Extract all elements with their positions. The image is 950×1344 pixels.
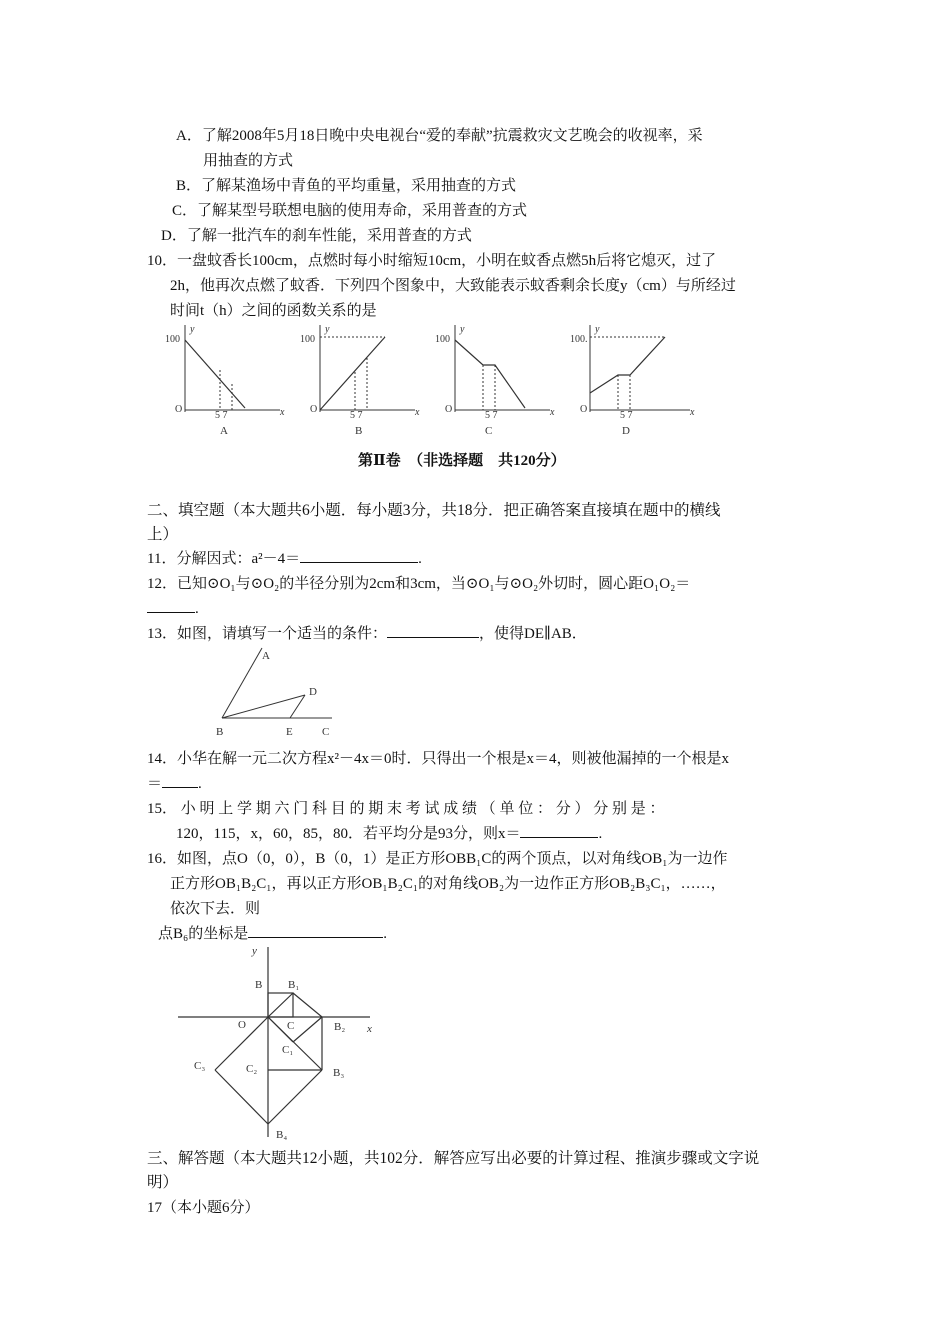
q10-graphs — [165, 320, 695, 440]
graph-c-xlabel: x — [550, 407, 555, 418]
q16-point-b2: B₂ — [334, 1021, 346, 1033]
graph-a-ticks: 5 7 — [215, 410, 228, 421]
graph-c — [435, 324, 555, 437]
graph-c-origin: O — [445, 404, 453, 415]
q13 — [147, 623, 587, 645]
graph-b-ticks: 5 7 — [350, 410, 363, 421]
q10-line1: 10．一盘蚊香长100cm，点燃时每小时缩短10cm，小明在蚊香点燃5h后将它熄灭，过了 — [147, 253, 717, 269]
q15-line2 — [176, 823, 602, 845]
q10-line3: 时间t（h）之间的函数关系的是 — [170, 303, 377, 319]
q17-heading: 17（本小题6分） — [147, 1200, 260, 1216]
q16-suffix4: . — [383, 926, 387, 942]
section2-heading-line1: 二、填空题（本大题共6小题．每小题3分，共18分．把正确答案直接填在题中的横线 — [147, 502, 721, 519]
q13-answer-blank[interactable] — [387, 623, 479, 638]
graph-b-ylabel: y — [325, 324, 330, 335]
q16-point-b4: B₄ — [276, 1129, 288, 1141]
graph-d-xlabel: x — [690, 407, 695, 418]
graph-c-ticks: 5 7 — [485, 410, 498, 421]
q16-point-c1: C₁ — [282, 1044, 294, 1056]
q16-point-c2: C₂ — [246, 1063, 258, 1075]
graph-c-100: 100 — [435, 334, 450, 345]
graph-b — [300, 324, 420, 437]
q13-point-b: B — [216, 726, 224, 738]
q16-figure — [170, 942, 390, 1142]
graph-b-origin: O — [310, 404, 318, 415]
graph-d-ylabel: y — [595, 324, 600, 335]
graph-d-label: D — [622, 425, 630, 437]
q12-line2 — [147, 598, 199, 620]
q9-option-c: C．了解某型号联想电脑的使用寿命，采用普查的方式 — [172, 203, 528, 219]
section3-heading-line1: 三、解答题（本大题共12小题，共102分．解答应写出必要的计算过程、推演步骤或文字说 — [147, 1150, 760, 1167]
graph-a-ylabel: y — [190, 324, 195, 335]
q14-answer-blank[interactable] — [162, 773, 198, 788]
q13-prefix: 13．如图，请填写一个适当的条件： — [147, 626, 388, 642]
graph-b-line — [320, 337, 385, 410]
q13-figure — [210, 645, 340, 740]
graph-a-line — [185, 340, 245, 408]
q14-prefix2: ＝ — [147, 776, 163, 792]
graph-a — [165, 324, 285, 437]
graph-d-origin: O — [580, 404, 588, 415]
q15-suffix2: . — [598, 826, 603, 842]
q16-x-label: x — [367, 1023, 372, 1035]
graph-b-100: 100 — [300, 334, 315, 345]
q11-suffix: . — [418, 551, 422, 567]
q13-point-c: C — [322, 726, 330, 738]
q16-point-b: B — [255, 979, 263, 991]
q15-line1: 15． 小 明 上 学 期 六 门 科 目 的 期 末 考 试 成 绩 （ 单 位 ： 分 ） 分 别 是 ： — [147, 801, 665, 817]
q16-point-c: C — [287, 1020, 295, 1032]
q14-line2 — [147, 773, 202, 795]
graph-c-ylabel: y — [460, 324, 465, 335]
q13-point-e: E — [286, 726, 293, 738]
q9-option-d: D．了解一批汽车的刹车性能，采用普查的方式 — [161, 228, 472, 244]
graph-d-line — [590, 337, 665, 393]
section3-heading-line2: 明） — [147, 1174, 179, 1191]
graph-d-ticks: 5 7 — [620, 410, 633, 421]
q12-suffix: . — [195, 601, 199, 617]
q16-line1: 16．如图，点O（0，0），B（0，1）是正方形OBB₁C的两个顶点，以对角线OB₁为一边作 — [147, 851, 728, 867]
q16-prefix4: 点B₆的坐标是 — [158, 926, 249, 942]
q9-option-a-line2: 用抽查的方式 — [203, 153, 294, 169]
q16-point-o: O — [238, 1019, 246, 1031]
q12-line1: 12．已知⊙O₁与⊙O₂的半径分别为2cm和3cm，当⊙O₁与⊙O₂外切时，圆心距O₁O₂＝ — [147, 576, 691, 592]
q14-line1: 14．小华在解一元二次方程x²－4x＝0时．只得出一个根是x＝4，则被他漏掉的一个根是x — [147, 751, 730, 767]
graph-b-label: B — [355, 425, 363, 437]
q16-answer-blank[interactable] — [248, 923, 383, 938]
q14-suffix2: . — [198, 776, 202, 792]
q16-point-b3: B₃ — [333, 1067, 345, 1079]
q13-point-a: A — [262, 650, 270, 662]
graph-a-label: A — [220, 425, 228, 437]
q13-point-d: D — [309, 686, 317, 698]
q9-option-a-line1: A．了解2008年5月18日晚中央电视台“爱的奉献”抗震救灾文艺晚会的收视率，采 — [176, 128, 703, 144]
graph-a-100: 100 — [165, 334, 180, 345]
graph-c-line — [455, 340, 525, 408]
graph-c-label: C — [485, 425, 493, 437]
part2-title: 第Ⅱ卷 （非选择题 共120分） — [358, 453, 566, 469]
q12-answer-blank[interactable] — [147, 598, 195, 613]
q10-line2: 2h，他再次点燃了蚊香．下列四个图象中，大致能表示蚊香剩余长度y（cm）与所经过 — [170, 278, 736, 294]
q11 — [147, 548, 422, 570]
q11-prefix: 11．分解因式：a²－4＝ — [147, 551, 301, 567]
q16-y-label: y — [252, 945, 257, 957]
q15-prefix2: 120，115，x，60，85，80．若平均分是93分，则x＝ — [176, 826, 521, 842]
q9-option-b: B．了解某渔场中青鱼的平均重量，采用抽查的方式 — [176, 178, 517, 194]
q13-suffix: ，使得DE∥AB． — [479, 626, 587, 642]
graph-d — [570, 324, 695, 437]
q16-point-b1: B₁ — [288, 979, 300, 991]
q16-line3: 依次下去．则 — [170, 901, 261, 917]
graph-d-100: 100. — [570, 334, 588, 345]
graph-a-xlabel: x — [280, 407, 285, 418]
section2-heading-line2: 上） — [147, 526, 179, 543]
q11-answer-blank[interactable] — [300, 548, 418, 563]
q15-answer-blank[interactable] — [520, 823, 598, 838]
q16-line2: 正方形OB₁B₂C₁，再以正方形OB₁B₂C₁的对角线OB₂为一边作正方形OB₂B₃C₁，……， — [170, 876, 726, 892]
graph-b-xlabel: x — [415, 407, 420, 418]
graph-a-origin: O — [175, 404, 183, 415]
q16-point-c3: C₃ — [194, 1060, 206, 1072]
